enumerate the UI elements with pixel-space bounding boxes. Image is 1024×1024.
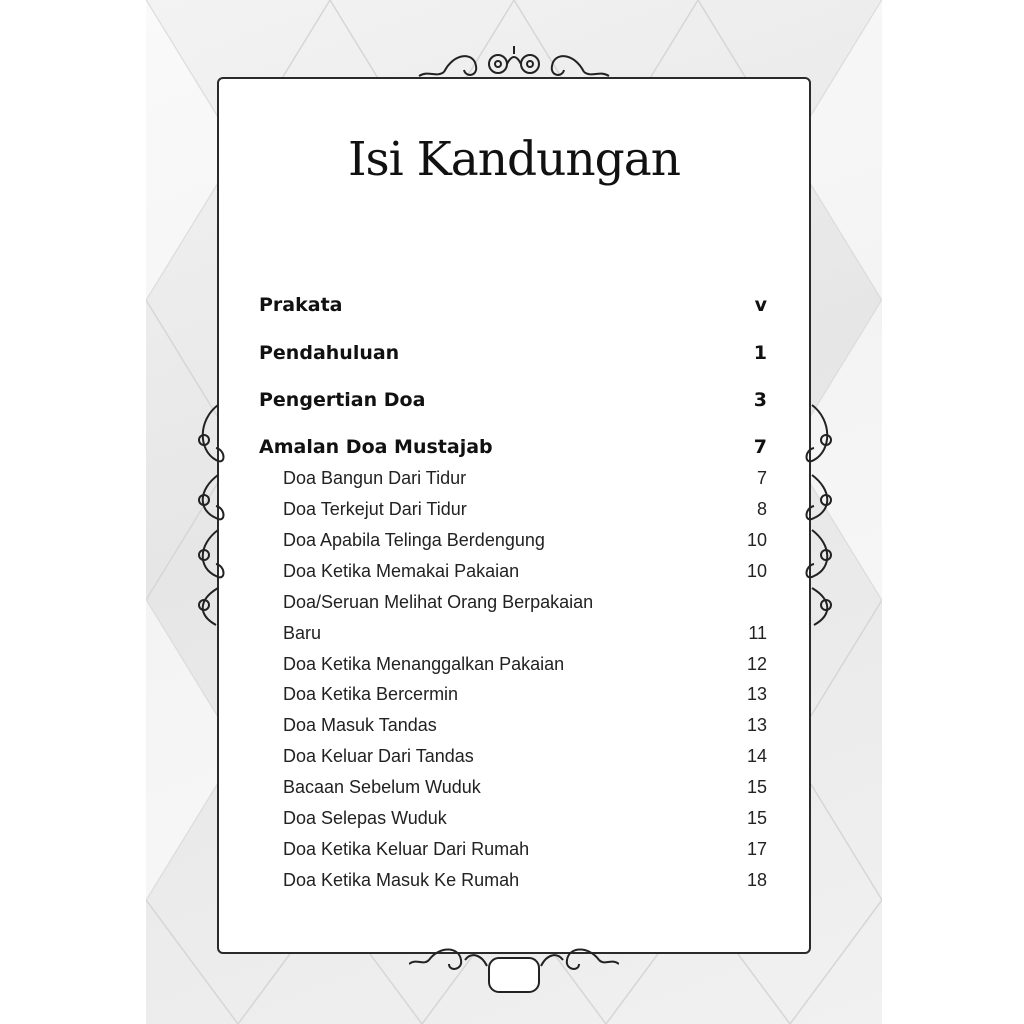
toc-page-number: 3 bbox=[753, 389, 767, 411]
toc-page-number: 12 bbox=[746, 654, 767, 674]
toc-page-number: 1 bbox=[753, 342, 767, 364]
toc-page-number: 15 bbox=[746, 808, 767, 828]
toc-page-number: 8 bbox=[756, 499, 767, 519]
toc-page-number: v bbox=[754, 294, 767, 316]
toc-entry-label: Doa Keluar Dari Tandas bbox=[283, 746, 474, 766]
toc-entry-label: Doa Terkejut Dari Tidur bbox=[283, 499, 467, 519]
toc-page-number: 7 bbox=[753, 436, 767, 458]
toc-entry-label: Doa Bangun Dari Tidur bbox=[283, 468, 467, 488]
toc-entry-label: Amalan Doa Mustajab bbox=[259, 436, 493, 458]
toc-entry-label: Doa Selepas Wuduk bbox=[283, 808, 447, 828]
toc-page-number: 10 bbox=[746, 561, 767, 581]
toc-entry-label: Bacaan Sebelum Wuduk bbox=[283, 777, 481, 797]
toc-page-number: 13 bbox=[746, 684, 767, 704]
toc-page-number: 17 bbox=[746, 839, 767, 859]
book-page bbox=[146, 0, 882, 1024]
toc-entry-label: Doa Masuk Tandas bbox=[283, 715, 437, 735]
toc-entry-label: Doa Ketika Keluar Dari Rumah bbox=[283, 839, 530, 859]
toc-entry-label: Pendahuluan bbox=[259, 342, 400, 364]
toc-page-number: 10 bbox=[746, 530, 767, 550]
toc-page-number: 15 bbox=[746, 777, 767, 797]
toc-page-number: 7 bbox=[756, 468, 767, 488]
toc-entry-label: Doa Ketika Menanggalkan Pakaian bbox=[283, 654, 565, 674]
toc-entry-label: Doa Ketika Memakai Pakaian bbox=[283, 561, 520, 581]
toc-entry-label: Prakata bbox=[259, 294, 343, 316]
toc-entry-label: Baru bbox=[283, 623, 322, 643]
toc-entry-label: Doa Apabila Telinga Berdengung bbox=[283, 530, 545, 550]
bottom-ornament-icon bbox=[409, 940, 619, 1000]
top-ornament-icon bbox=[414, 42, 614, 84]
page-title: Isi Kandungan bbox=[347, 132, 681, 187]
toc-page-number: 11 bbox=[748, 623, 767, 643]
toc-entry-label: Doa Ketika Masuk Ke Rumah bbox=[283, 870, 520, 890]
left-ornament-icon bbox=[190, 400, 230, 630]
right-ornament-icon bbox=[800, 400, 840, 630]
toc-entry-label: Doa/Seruan Melihat Orang Berpakaian bbox=[283, 592, 594, 612]
toc-page-number: 14 bbox=[746, 746, 767, 766]
toc-page-number: 13 bbox=[746, 715, 767, 735]
toc-entry-label: Doa Ketika Bercermin bbox=[283, 684, 459, 704]
toc-entry-label: Pengertian Doa bbox=[259, 389, 426, 411]
toc-page-number: 18 bbox=[746, 870, 767, 890]
